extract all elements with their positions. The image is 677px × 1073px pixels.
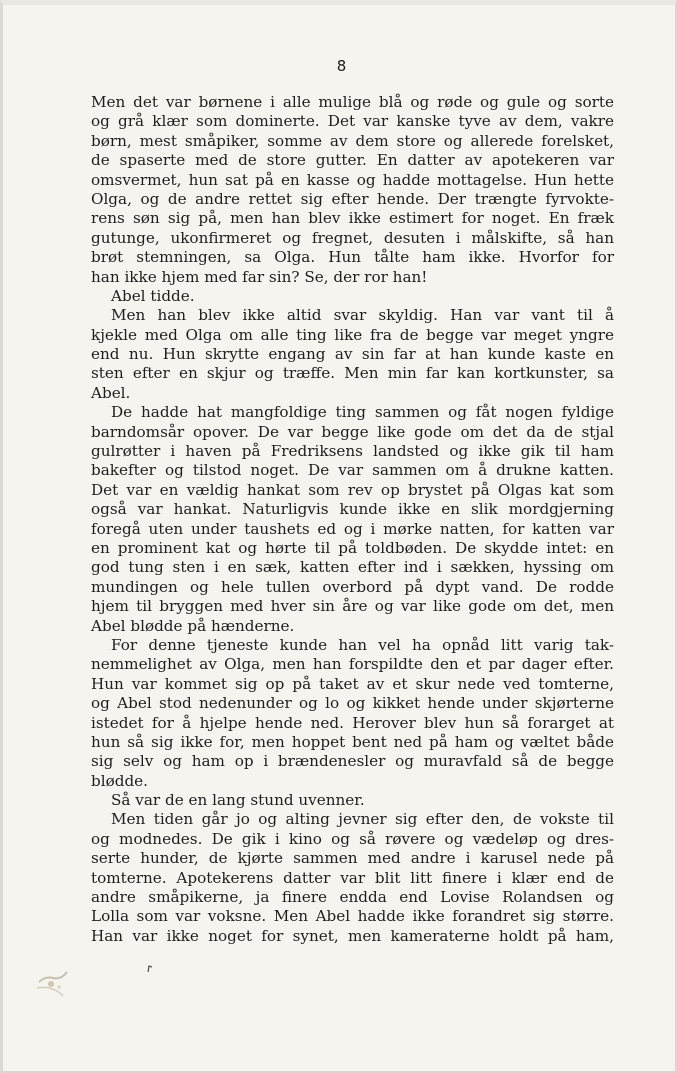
text-line: serte hunder, de kjørte sammen med andre i karusel nede på [91,849,614,868]
text-line: også var hankat. Naturligvis kunde ikke en slik mordgjerning [91,500,614,519]
body-text [91,93,614,946]
text-line: Så var de en lang stund uvenner. [111,791,365,810]
text-line: de spaserte med de store gutter. En datter av apotekeren var [91,151,614,170]
text-line: Men det var børnene i alle mulige blå og røde og gule og sorte [91,93,614,111]
text-line: Abel. [91,383,131,402]
text-line: De hadde hat mangfoldige ting sammen og fåt nogen fyldige [111,403,614,422]
text-line: end nu. Hun skrytte engang av sin far at han kunde kaste en [91,345,614,364]
ink-mark [147,965,153,973]
text-line: kjekle med Olga om alle ting like fra de begge var meget yngre [91,325,614,344]
text-line: brøt stemningen, sa Olga. Hun tålte ham ikke. Hvorfor for [91,248,614,267]
text-line: blødde. [91,771,148,790]
text-line: rens søn sig på, men han blev ikke estimert for noget. En fræk [91,209,614,228]
text-line: omsvermet, hun sat på en kasse og hadde mottagelse. Hun hette [91,170,614,189]
text-line: og modnedes. De gik i kino og så røvere og vædeløp og dres- [91,829,614,848]
text-line: nemmelighet av Olga, men han forspildte den et par dager efter. [91,655,614,674]
text-line: foregå uten under taushets ed og i mørke natten, for katten var [91,519,614,538]
text-line: gutunge, ukonfirmeret og fregnet, desuten i målskifte, så han [91,228,614,247]
text-line: Abel tidde. [111,286,195,305]
text-line: gulrøtter i haven på Fredriksens landsted og ikke gik til ham [91,442,614,461]
text-line: mundingen og hele tullen overbord på dypt vand. De rodde [91,577,614,596]
text-line: andre småpikerne, ja finere endda end Lovise Rolandsen og [91,888,614,907]
text-line: god tung sten i en sæk, katten efter ind i sækken, hyssing om [91,558,614,577]
text-line: For denne tjeneste kunde han vel ha opnåd litt varig tak- [111,635,614,654]
text-line: Men tiden går jo og alting jevner sig efter den, de vokste til [111,810,614,829]
text-line: tomterne. Apotekerens datter var blit litt finere i klær end de [91,868,614,887]
text-line: hun så sig ikke for, men hoppet bent ned på ham og væltet både [91,732,614,751]
text-line: børn, mest småpiker, somme av dem store og allerede forelsket, [91,131,614,150]
text-line: Lolla som var voksne. Men Abel hadde ikke forandret sig større. [91,907,614,926]
text-line: Det var en vældig hankat som rev op brystet på Olgas kat som [91,480,614,499]
text-line: istedet for å hjelpe hende ned. Herover blev hun så forarget at [91,713,614,732]
text-line: Olga, og de andre rettet sig efter hende. Der trængte fyrvokte- [91,189,614,208]
text-line: bakefter og tilstod noget. De var sammen om å drukne katten. [91,461,614,480]
page-number: 8 [336,57,347,75]
text-line: Abel blødde på hænderne. [91,616,295,635]
text-line: og grå klær som dominerte. Det var kanske tyve av dem, vakre [91,112,614,131]
text-line: han ikke hjem med far sin? Se, der ror han! [91,267,428,286]
text-line: sten efter en skjur og træffe. Men min far kan kortkunster, sa [91,364,614,383]
text-line: sig selv og ham op i brændenesler og muravfald så de begge [91,752,614,771]
text-line: en prominent kat og hørte til på toldbøden. De skydde intet: en [91,538,614,557]
text-line: barndomsår opover. De var begge like gode om det da de stjal [91,422,614,441]
text-line: Hun var kommet sig op på taket av et skur nede ved tomterne, [91,674,614,693]
text-line: hjem til bryggen med hver sin åre og var like gode om det, men [91,597,614,616]
text-line: Men han blev ikke altid svar skyldig. Han var vant til å [111,306,614,325]
ink-smudge [33,960,71,998]
text-line: og Abel stod nedenunder og lo og kikket hende under skjørterne [91,694,614,713]
text-line: Han var ikke noget for synet, men kameraterne holdt på ham, [91,926,614,945]
